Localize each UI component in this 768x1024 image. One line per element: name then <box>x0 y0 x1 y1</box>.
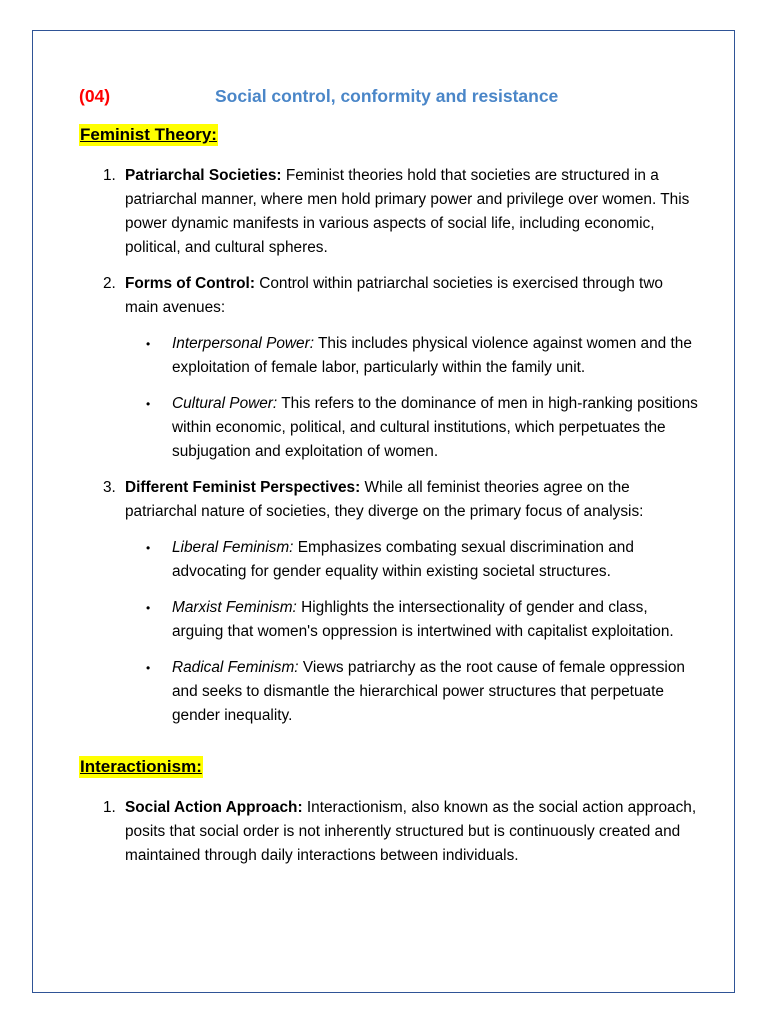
bullet-item <box>125 392 699 464</box>
bullet-text: Highlights the intersectionality of gender and class, arguing that women's oppression is intertwined with capitalist exploitation. <box>172 599 674 640</box>
item-text: While all feminist theories agree on the patriarchal nature of societies, they diverge on the primary focus of analysis: <box>125 479 644 520</box>
bullet-icon: • <box>146 601 151 615</box>
section-heading-feminist-theory: Feminist Theory: <box>80 125 217 144</box>
item-number: 1. <box>103 167 116 184</box>
bullet-icon: • <box>146 337 151 351</box>
item-number: 1. <box>103 799 116 816</box>
bullet-text: This refers to the dominance of men in high-ranking positions within economic, political, and cultural institutions, which perpetuates the subjugation and exploitation of women. <box>172 395 698 460</box>
item-term: Forms of Control: <box>125 275 255 292</box>
feminist-perspectives-bullets <box>125 536 699 728</box>
bullet-icon: • <box>146 397 151 411</box>
list-item <box>79 476 699 728</box>
list-item <box>79 272 699 464</box>
bullet-term: Liberal Feminism: <box>172 539 294 556</box>
interactionism-list <box>79 796 699 868</box>
section-heading-interactionism: Interactionism: <box>80 757 202 776</box>
bullet-item <box>125 656 699 728</box>
bullet-term: Marxist Feminism: <box>172 599 297 616</box>
bullet-term: Cultural Power: <box>172 395 278 412</box>
bullet-icon: • <box>146 661 151 675</box>
item-number: 3. <box>103 479 116 496</box>
item-text: Feminist theories hold that societies are structured in a patriarchal manner, where men hold primary power and privilege over women. This power dynamic manifests in various aspects of social life, including economic, political, and cultural spheres. <box>125 167 690 256</box>
feminist-theory-list <box>79 164 699 728</box>
bullet-text: This includes physical violence against women and the exploitation of female labor, particularly within the family unit. <box>172 335 692 376</box>
item-text: Control within patriarchal societies is exercised through two main avenues: <box>125 275 663 316</box>
bullet-item <box>125 536 699 584</box>
chapter-number: (04) <box>79 86 111 106</box>
item-text: Interactionism, also known as the social action approach, posits that social order is not inherently structured but is continuously created and maintained through daily interactions between individuals. <box>125 799 697 864</box>
bullet-item <box>125 332 699 380</box>
item-term: Patriarchal Societies: <box>125 167 282 184</box>
bullet-icon: • <box>146 541 151 555</box>
chapter-header <box>79 84 699 110</box>
bullet-text: Emphasizes combating sexual discrimination and advocating for gender equality within existing societal structures. <box>172 539 634 580</box>
bullet-item <box>125 596 699 644</box>
list-item <box>79 796 699 868</box>
bullet-term: Radical Feminism: <box>172 659 299 676</box>
item-term: Different Feminist Perspectives: <box>125 479 361 496</box>
list-item <box>79 164 699 260</box>
document-body <box>79 84 699 880</box>
chapter-title: Social control, conformity and resistance <box>215 86 559 106</box>
bullet-text: Views patriarchy as the root cause of female oppression and seeks to dismantle the hierarchical power structures that perpetuate gender inequality. <box>172 659 685 724</box>
item-term: Social Action Approach: <box>125 799 303 816</box>
bullet-term: Interpersonal Power: <box>172 335 315 352</box>
item-number: 2. <box>103 275 116 292</box>
forms-of-control-bullets <box>125 332 699 464</box>
